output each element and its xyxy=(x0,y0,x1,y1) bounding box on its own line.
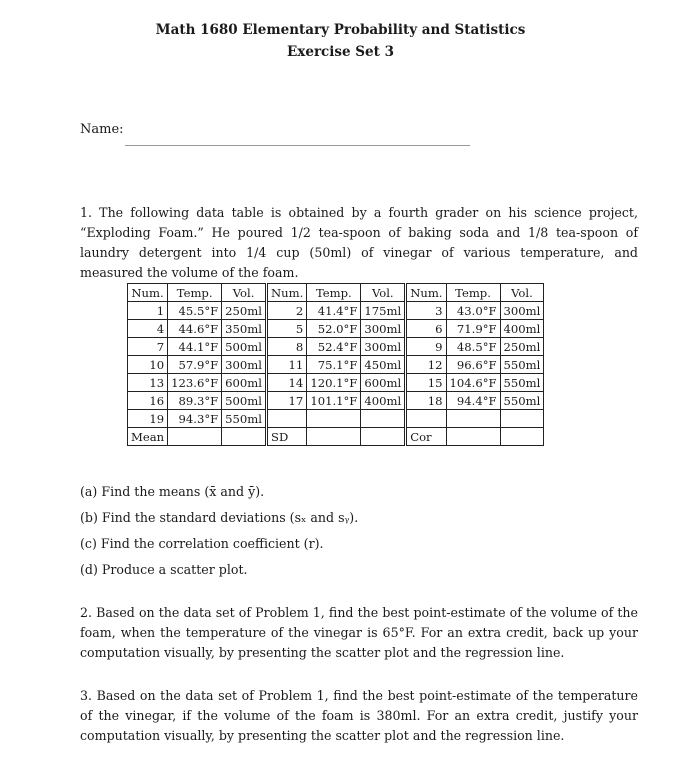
table-cell: 18 xyxy=(406,392,446,410)
table-cell: 250ml xyxy=(222,302,267,320)
table-cell xyxy=(500,428,544,446)
table-header-cell: Num. xyxy=(267,284,307,302)
table-cell: 43.0°F xyxy=(446,302,500,320)
table-cell: 600ml xyxy=(361,374,406,392)
table-cell: 175ml xyxy=(361,302,406,320)
table-cell: 96.6°F xyxy=(446,356,500,374)
table-cell: 123.6°F xyxy=(168,374,222,392)
table-cell: 7 xyxy=(128,338,168,356)
table-cell: 4 xyxy=(128,320,168,338)
table-cell: 44.6°F xyxy=(168,320,222,338)
table-cell: 41.4°F xyxy=(307,302,361,320)
table-cell: 89.3°F xyxy=(168,392,222,410)
table-cell: 12 xyxy=(406,356,446,374)
table-cell: 500ml xyxy=(222,392,267,410)
data-table xyxy=(127,283,544,446)
problem-1a: (a) Find the means (x̄ and ȳ). xyxy=(80,484,265,499)
table-cell: 8 xyxy=(267,338,307,356)
table-row xyxy=(128,302,544,320)
table-cell: 300ml xyxy=(500,302,544,320)
table-header-cell: Temp. xyxy=(168,284,222,302)
table-cell: 500ml xyxy=(222,338,267,356)
course-title: Math 1680 Elementary Probability and Statistics xyxy=(155,22,526,38)
table-cell: 300ml xyxy=(361,338,406,356)
table-cell: 17 xyxy=(267,392,307,410)
table-cell: 45.5°F xyxy=(168,302,222,320)
table-cell: 300ml xyxy=(361,320,406,338)
table-cell xyxy=(406,410,446,428)
table-cell: 48.5°F xyxy=(446,338,500,356)
table-header-row xyxy=(128,284,544,302)
table-cell: Cor xyxy=(406,428,446,446)
problem-1d: (d) Produce a scatter plot. xyxy=(80,562,248,577)
problem-1-text: 1. The following data table is obtained by a fourth grader on his science project, “Exploding Foam.” He poured 1/2 tea-spoon of baking soda and 1/8 tea-spoon of laundry detergent into 1/4 cup (50ml) of vinegar of various temperature, and measured the volume of the foam. xyxy=(80,205,638,280)
table-cell xyxy=(267,410,307,428)
table-cell: 101.1°F xyxy=(307,392,361,410)
table-cell: 52.0°F xyxy=(307,320,361,338)
table-cell: Mean xyxy=(128,428,168,446)
table-cell: 94.4°F xyxy=(446,392,500,410)
table-cell: 450ml xyxy=(361,356,406,374)
table-cell: 6 xyxy=(406,320,446,338)
table-cell: 71.9°F xyxy=(446,320,500,338)
table-row xyxy=(128,410,544,428)
table-cell: 5 xyxy=(267,320,307,338)
table-header-cell: Num. xyxy=(128,284,168,302)
table-row xyxy=(128,338,544,356)
table-row xyxy=(128,356,544,374)
table-header-cell: Temp. xyxy=(446,284,500,302)
table-cell: 13 xyxy=(128,374,168,392)
problem-2-text: 2. Based on the data set of Problem 1, find the best point-estimate of the volume of the foam, when the temperature of the vinegar is 65°F. For an extra credit, back up your computation visually, by presenting the scatter plot and the regression line. xyxy=(80,605,638,660)
table-cell: 400ml xyxy=(361,392,406,410)
table-footer-row xyxy=(128,428,544,446)
table-cell xyxy=(361,410,406,428)
table-cell: 15 xyxy=(406,374,446,392)
table-cell: 350ml xyxy=(222,320,267,338)
table-cell xyxy=(222,428,267,446)
table-cell: 300ml xyxy=(222,356,267,374)
table-cell: SD xyxy=(267,428,307,446)
table-cell: 1 xyxy=(128,302,168,320)
table-cell: 94.3°F xyxy=(168,410,222,428)
problem-3-text: 3. Based on the data set of Problem 1, find the best point-estimate of the temperature of the vinegar, if the volume of the foam is 380ml. For an extra credit, justify your computation visually, by presenting the scatter plot and the regression line. xyxy=(80,688,638,743)
problem-1c: (c) Find the correlation coefficient (r). xyxy=(80,536,324,551)
table-cell: 104.6°F xyxy=(446,374,500,392)
table-cell xyxy=(307,428,361,446)
table-cell: 550ml xyxy=(500,392,544,410)
table-cell: 14 xyxy=(267,374,307,392)
table-cell: 44.1°F xyxy=(168,338,222,356)
table-cell: 16 xyxy=(128,392,168,410)
exercise-set-title: Exercise Set 3 xyxy=(287,44,394,60)
table-cell: 2 xyxy=(267,302,307,320)
table-header-cell: Vol. xyxy=(361,284,406,302)
table-cell xyxy=(361,428,406,446)
problem-1b: (b) Find the standard deviations (sₓ and sᵧ). xyxy=(80,510,359,525)
table-cell: 550ml xyxy=(500,374,544,392)
table-cell: 600ml xyxy=(222,374,267,392)
table-cell: 400ml xyxy=(500,320,544,338)
table-cell xyxy=(446,410,500,428)
table-cell xyxy=(307,410,361,428)
table-header-cell: Vol. xyxy=(222,284,267,302)
table-cell xyxy=(500,410,544,428)
table-cell: 52.4°F xyxy=(307,338,361,356)
table-header-cell: Vol. xyxy=(500,284,544,302)
table-cell xyxy=(168,428,222,446)
table-header-cell: Temp. xyxy=(307,284,361,302)
name-line[interactable] xyxy=(125,145,470,146)
table-row xyxy=(128,392,544,410)
table-row xyxy=(128,374,544,392)
table-cell: 550ml xyxy=(222,410,267,428)
table-cell xyxy=(446,428,500,446)
table-header-cell: Num. xyxy=(406,284,446,302)
table-row xyxy=(128,320,544,338)
table-cell: 250ml xyxy=(500,338,544,356)
table-cell: 120.1°F xyxy=(307,374,361,392)
table-cell: 19 xyxy=(128,410,168,428)
table-cell: 9 xyxy=(406,338,446,356)
table-cell: 57.9°F xyxy=(168,356,222,374)
table-cell: 75.1°F xyxy=(307,356,361,374)
table-cell: 550ml xyxy=(500,356,544,374)
table-cell: 3 xyxy=(406,302,446,320)
table-cell: 11 xyxy=(267,356,307,374)
table-cell: 10 xyxy=(128,356,168,374)
name-label: Name: xyxy=(80,122,124,137)
